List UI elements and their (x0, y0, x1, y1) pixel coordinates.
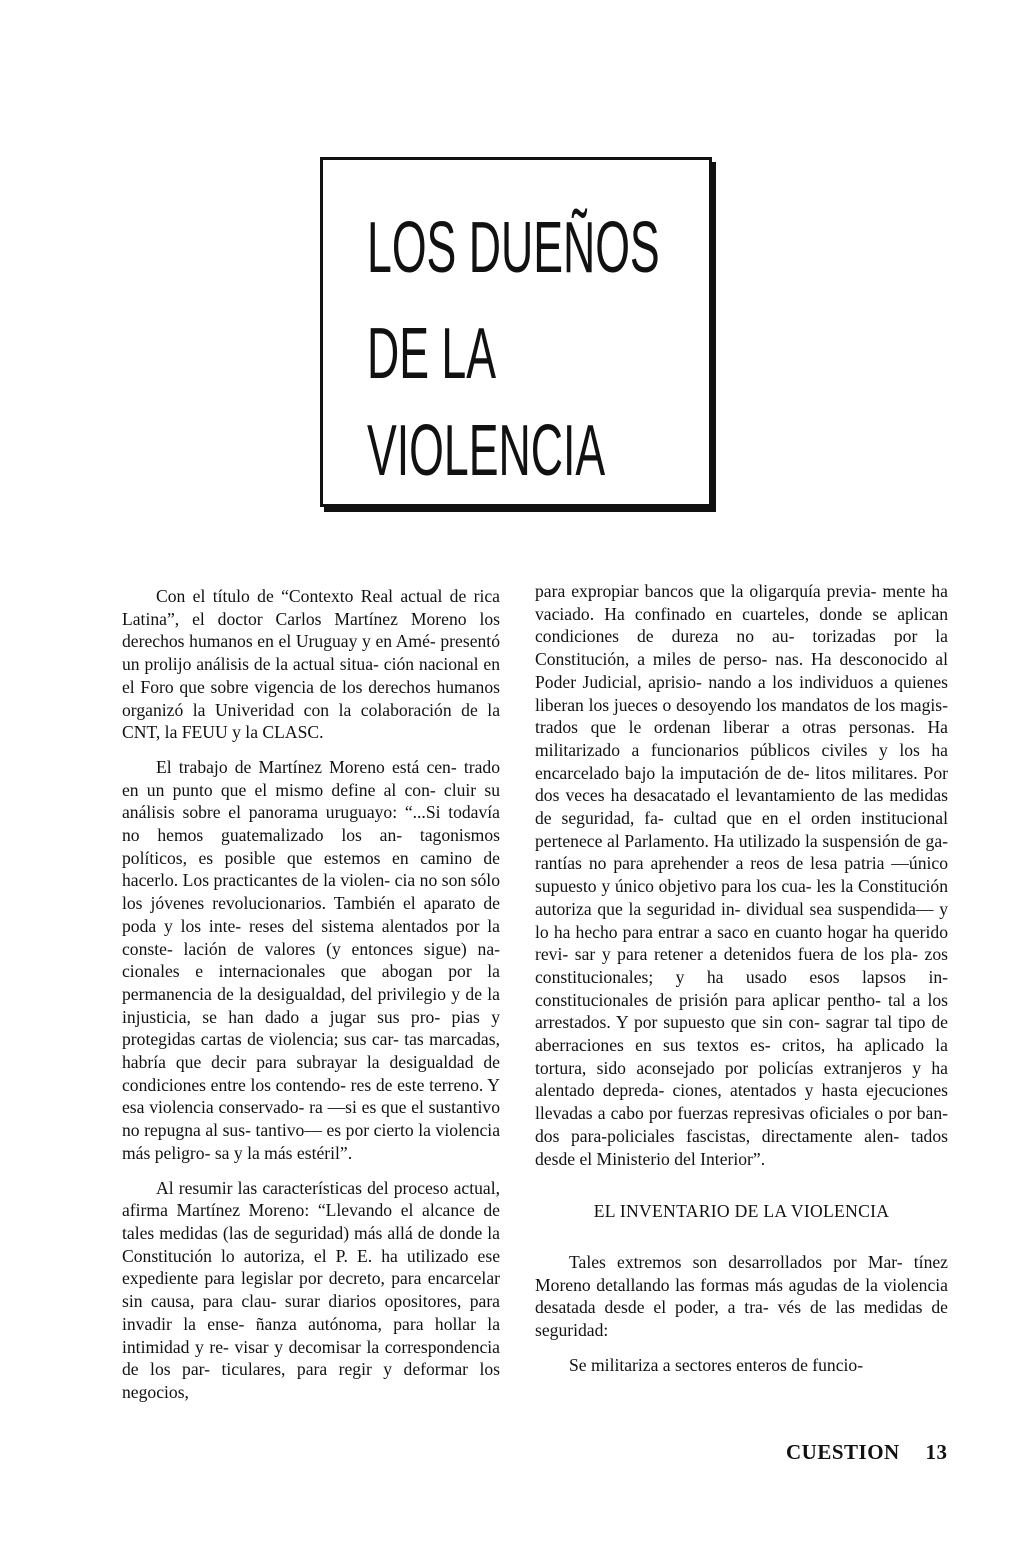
right-paragraph-1: para expropiar bancos que la oligarquía previa- mente ha vaciado. Ha confinado en cuarteles, donde se aplican condiciones de dureza no au- torizadas por la Constitución, a miles de perso- nas. Ha desconocido al Poder Judicial, aprisio- nando a los individuos a quienes liberan los jueces o desoyendo los mandatos de los magis- trados que le ordenan liberar a otras personas. Ha militarizado a funcionarios públicos civiles y los ha encarcelado bajo la imputación de de- litos militares. Por dos veces ha desacatado el levantamiento de las medidas de seguridad, fa- cultad que en el orden institucional pertenece al Parlamento. Ha utilizado la suspensión de ga- rantías no para aprehender a reos de lesa patria —único supuesto y único objetivo para los cua- les la Constitución autoriza que la seguridad in- dividual sea suspendida— y lo ha hecho para entrar a saco en cuanto hogar ha querido revi- sar y para retener a detenidos fuera de los pla- zos constitucionales; y ha usado esos lapsos in- constitucionales de prisión para aplicar pentho- tal a los arrestados. Y por supuesto que sin con- sagrar tal tipo de aberraciones en sus textos es- critos, ha aplicado la tortura, sido aconsejado por policías extranjeros y ha alentado depreda- ciones, atentados y hasta ejecuciones llevadas a cabo por fuerzas represivas oficiales o por ban- dos para-policiales fascistas, directamente alen- tados desde el Ministerio del Interior”. (535, 581, 948, 1169)
magazine-name: CUESTION (786, 1440, 900, 1464)
left-paragraph-3: Al resumir las características del proceso actual, afirma Martínez Moreno: “Llevando el alcance de tales medidas (las de seguridad) más allá de donde la Constitución lo autoriza, el P. E. ha utilizado ese expediente para legislar por decreto, para encarcelar sin causa, para clau- surar diarios opositores, para invadir la ense- ñanza autónoma, para hollar la intimidad y re- visar y decomisar la correspondencia de los par- ticulares, para regir y deformar los negocios, (122, 1177, 500, 1402)
right-paragraph-2: Tales extremos son desarrollados por Mar- tínez Moreno detallando las formas más agudas de la violencia desatada desde el poder, a tra- vés de las medidas de seguridad: (535, 1251, 948, 1341)
title-line-1: LOS DUEÑOS (367, 208, 660, 288)
page-footer (786, 1440, 947, 1465)
left-paragraph-2: El trabajo de Martínez Moreno está cen- trado en un punto que el mismo define al con- cluir su análisis sobre el panorama uruguayo: “...Si todavía no hemos guatemalizado los an- tagonismos políticos, es posible que estemos en camino de hacerlo. Los practicantes de la violen- cia no son sólo los jóvenes revolucionarios. También el aparato de poda y los inte- reses del sistema alentados por la conste- lación de valores (y entonces sigue) na- cionales e internacionales que abogan por la permanencia de la desigualdad, del privilegio y de la injusticia, se han dado a jugar sus pro- pias y protegidas cartas de violencia; sus car- tas marcadas, habría que decir para subrayar la desigualdad de condiciones entre los contendo- res de este terreno. Y esa violencia conservado- ra —si es que el sustantivo no repugna al sus- tantivo— es por cierto la violencia más peligro- sa y la más estéril”. (122, 756, 500, 1163)
right-column (535, 580, 948, 1389)
right-paragraph-3: Se militariza a sectores enteros de funcio- (569, 1354, 864, 1375)
title-line-3: VIOLENCIA (367, 411, 606, 491)
left-paragraph-1: Con el título de “Contexto Real actual de rica Latina”, el doctor Carlos Martínez Moreno los derechos humanos en el Uruguay y en Amé- presentó un prolijo análisis de la actual situa- ción nacional en el Foro que sobre vigencia de los derechos humanos organizó la Univeridad con la colaboración de la CNT, la FEUU y la CLASC. (122, 586, 500, 743)
section-heading: EL INVENTARIO DE LA VIOLENCIA (593, 1201, 890, 1222)
page-number: 13 (925, 1440, 948, 1464)
left-column (122, 585, 500, 1416)
title-line-2: DE LA (367, 314, 497, 394)
title-box (320, 157, 712, 507)
